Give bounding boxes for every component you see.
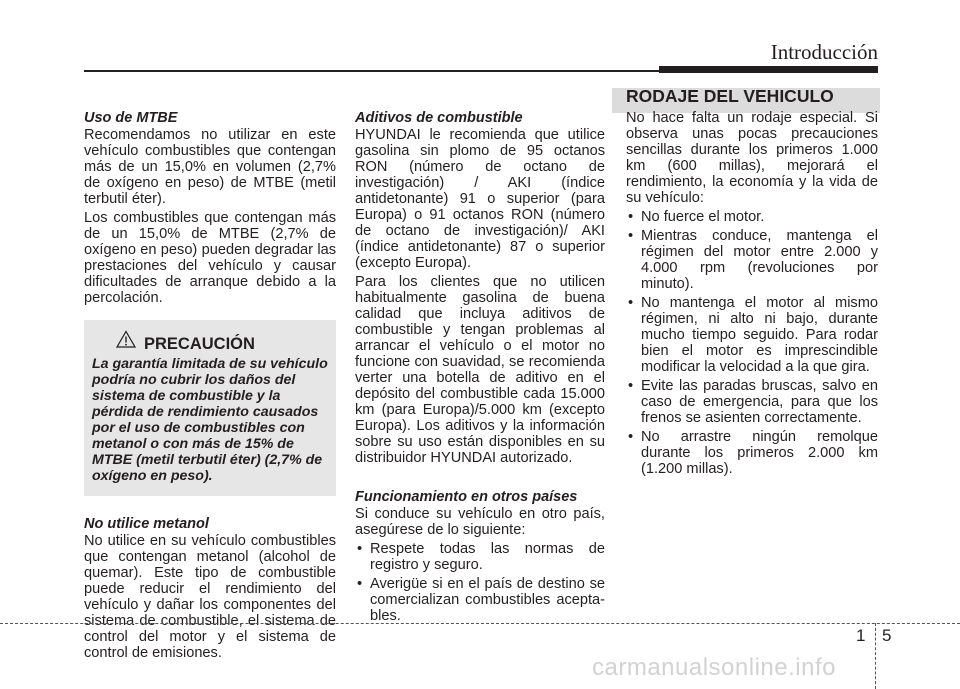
column-left bbox=[84, 110, 336, 664]
warning-triangle-icon bbox=[116, 330, 136, 352]
footer-dashed-rule bbox=[0, 623, 960, 624]
list-item: • Mientras conduce, mantenga el régimen del motor entre 2.000 y 4.000 rpm (revoluciones por minuto). bbox=[626, 228, 878, 292]
mtbe-heading: Uso de MTBE bbox=[84, 110, 178, 126]
additives-paragraph-2: Para los clientes que no utilicen habitualmente gasolina de buena calidad que incluya aditivos de combustible y tengan problemas al arrancar el vehículo o el motor no funcione con suavidad, se recomienda verter una botella de aditivo en el depósito del combustible cada 15.000 km (para Europa)/5.000 km (excepto Europa). Los aditivos y la información sobre su uso están disponibles en su distribuidor HYUNDAI autorizado. bbox=[355, 274, 605, 466]
list-item: • No mantenga el motor al mismo régimen, ni alto ni bajo, durante mucho tiempo seguido. Para rodar bien el motor es imprescindible modificar la velocidad a la que gira. bbox=[626, 295, 878, 375]
column-middle bbox=[355, 110, 605, 627]
caution-header bbox=[116, 330, 328, 352]
break-in-intro: No hace falta un rodaje especial. Si observa unas pocas precauciones sencillas durante los primeros 1.000 km (600 millas), mejorará el rendimiento, la economía y la vida de su vehículo: bbox=[626, 110, 878, 206]
methanol-paragraph: No utilice en su vehículo combustibles que contengan metanol (alcohol de quemar). Este tipo de combustible puede reducir el rendimiento del vehículo y dañar los componentes del sistema de combustible, el sistema de control del motor y el sistema de control de emisiones. bbox=[84, 533, 336, 661]
footer-dashed-divider bbox=[875, 623, 876, 689]
abroad-list bbox=[355, 541, 605, 624]
header-title: Introducción bbox=[770, 40, 878, 64]
methanol-heading: No utilice metanol bbox=[84, 516, 209, 532]
caution-text: La garantía limitada de su vehículo podría no cubrir los daños del sistema de combustible y la pérdida de rendimiento causados por el uso de combustibles con metanol o con más de 15% de MTBE (metil terbutil éter) (2,7% de oxígeno en peso). bbox=[92, 356, 328, 484]
abroad-heading: Funcionamiento en otros países bbox=[355, 489, 578, 505]
list-item: • No fuerce el motor. bbox=[626, 209, 878, 225]
break-in-list bbox=[626, 209, 878, 477]
header-rule-thin bbox=[84, 70, 664, 72]
mtbe-paragraph-2: Los combustibles que contengan más de un 15,0% de MTBE (2,7% de oxígeno en peso) pueden degradar las prestaciones del vehículo y causar dificultades de arranque debido a la percolación. bbox=[84, 210, 336, 306]
mtbe-paragraph-1: Recomendamos no utilizar en este vehículo combustibles que contengan más de un 15,0% en volumen (2,7% de oxígeno en peso) de MTBE (metil terbutil éter). bbox=[84, 127, 336, 207]
header-rule-thick bbox=[659, 66, 878, 73]
column-right bbox=[626, 110, 878, 480]
list-item: • Evite las paradas bruscas, salvo en caso de emergencia, para que los frenos se asienten correctamente. bbox=[626, 378, 878, 426]
caution-box bbox=[84, 320, 336, 496]
abroad-paragraph: Si conduce su vehículo en otro país, asegúrese de lo siguiente: bbox=[355, 506, 605, 538]
page-number: 5 bbox=[882, 626, 892, 645]
caution-title: PRECAUCIÓN bbox=[144, 335, 255, 353]
additives-paragraph-1: HYUNDAI le recomienda que utilice gasolina sin plomo de 95 octanos RON (número de octano de investigación) / AKI (índice antidetonante) 91 o superior (para Europa) o 91 octanos RON (número de octano de investigación)/ AKI (índice antidetonante) 87 o superior (excepto Europa). bbox=[355, 127, 605, 271]
chapter-number: 1 bbox=[856, 626, 866, 645]
additives-heading: Aditivos de combustible bbox=[355, 110, 523, 126]
list-item: • Respete todas las normas de registro y seguro. bbox=[355, 541, 605, 573]
list-item: • No arrastre ningún remolque durante los primeros 2.000 km (1.200 millas). bbox=[626, 429, 878, 477]
watermark-text: carmanualsonline.info bbox=[592, 654, 836, 681]
section-title: RODAJE DEL VEHICULO bbox=[626, 86, 834, 106]
list-item: • Averigüe si en el país de destino se comercializan combustibles acepta-bles. bbox=[355, 576, 605, 624]
